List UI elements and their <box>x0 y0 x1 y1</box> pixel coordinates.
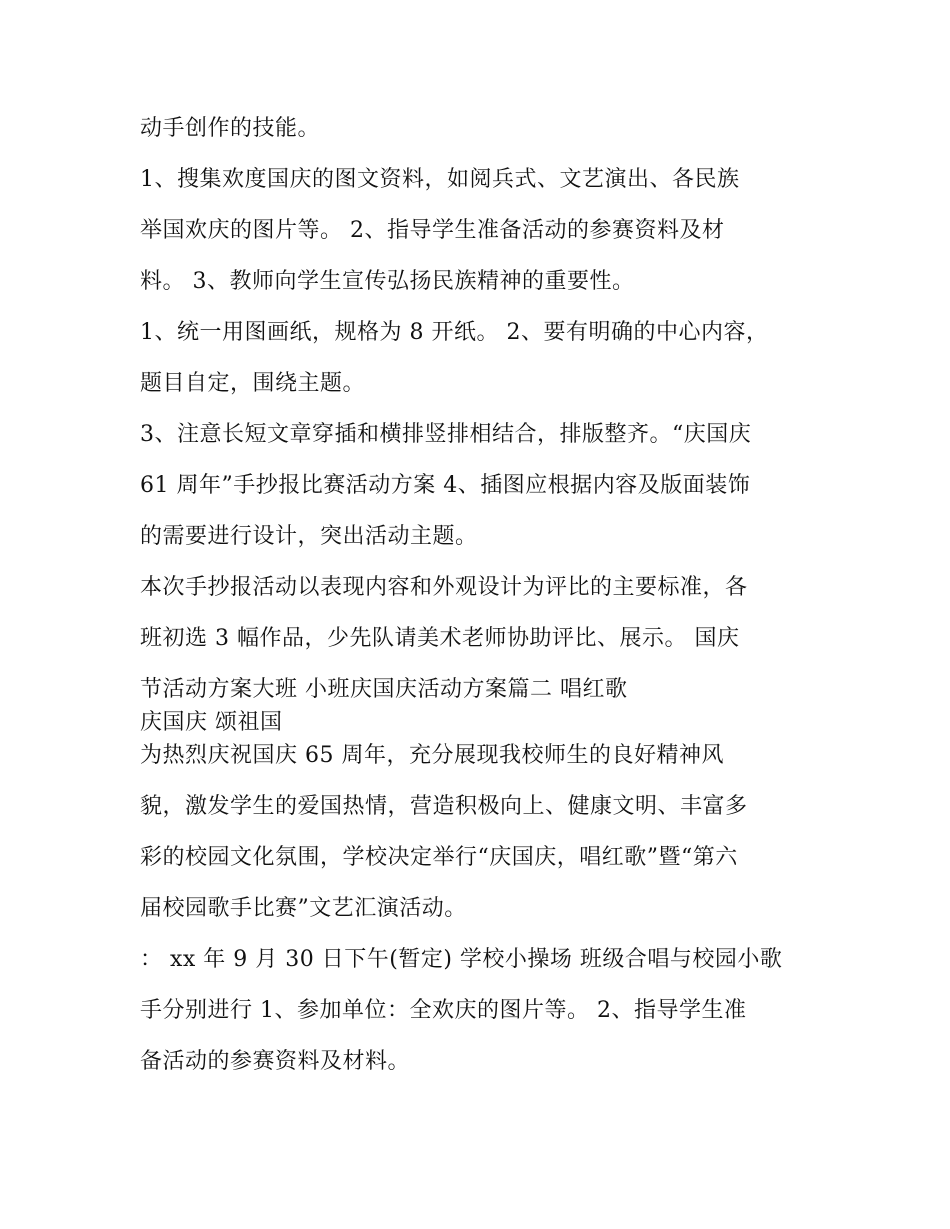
text-line: 本次手抄报活动以表现内容和外观设计为评比的主要标准，各 <box>140 575 748 600</box>
text-line: 3、注意长短文章穿插和横排竖排相结合，排版整齐。“庆国庆 <box>140 422 752 447</box>
text-line: 手分别进行 1、参加单位：全欢庆的图片等。 2、指导学生准 <box>140 998 747 1023</box>
text-line: 举国欢庆的图片等。 2、指导学生准备活动的参赛资料及材 <box>140 218 725 243</box>
text-line: ： xx 年 9 月 30 日下午(暂定) 学校小操场 班级合唱与校园小歌 <box>140 947 783 972</box>
text-line: 61 周年”手抄报比赛活动方案 4、插图应根据内容及版面装饰 <box>140 473 751 498</box>
text-line: 貌，激发学生的爱国热情，营造积极向上、健康文明、丰富多 <box>140 794 748 819</box>
text-line: 彩的校园文化氛围，学校决定举行“庆国庆，唱红歌”暨“第六 <box>140 845 738 870</box>
text-line: 班初选 3 幅作品，少先队请美术老师协助评比、展示。 国庆 <box>140 626 740 651</box>
text-line: 备活动的参赛资料及材料。 <box>140 1049 411 1074</box>
text-line: 题目自定，围绕主题。 <box>140 371 366 396</box>
text-line: 的需要进行设计，突出活动主题。 <box>140 524 478 549</box>
text-line: 料。 3、教师向学生宣传弘扬民族精神的重要性。 <box>140 269 635 294</box>
text-line: 1、搜集欢度国庆的图文资料，如阅兵式、文艺演出、各民族 <box>140 167 740 192</box>
document-body <box>140 108 820 1092</box>
text-line: 为热烈庆祝国庆 65 周年，充分展现我校师生的良好精神风 <box>140 743 724 768</box>
text-line: 1、统一用图画纸，规格为 8 开纸。 2、要有明确的中心内容， <box>140 320 769 345</box>
text-line: 节活动方案大班 小班庆国庆活动方案篇二 唱红歌 <box>140 677 628 702</box>
text-line: 庆国庆 颂祖国 <box>140 710 283 735</box>
text-line: 动手创作的技能。 <box>140 116 321 141</box>
text-line: 届校园歌手比赛”文艺汇演活动。 <box>140 896 467 921</box>
